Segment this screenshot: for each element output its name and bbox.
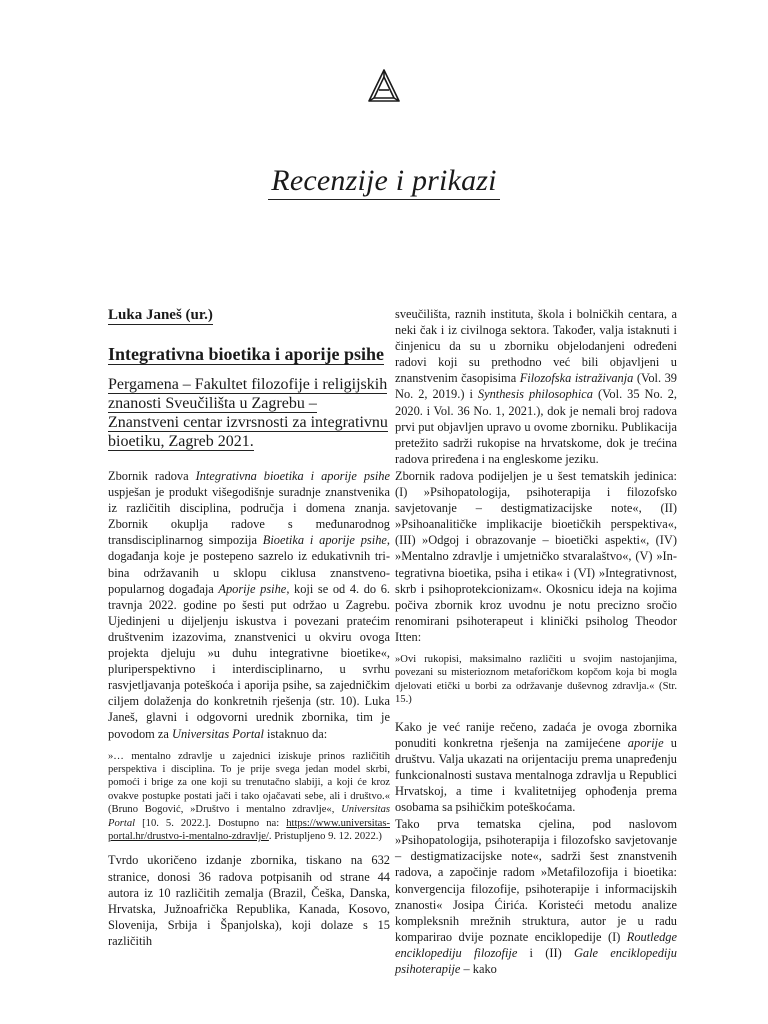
source-link[interactable]: https://www.universitas-portal.hr/drustvo-i-mentalno-zdravlje/	[108, 817, 390, 843]
book-publisher: Pergamena – Fakultet filozofije i religijskih znanosti Sveučilišta u Zagrebu – Znanstveni centar izvrsnosti za integrativnu bioetiku, Zagreb 2021.	[108, 376, 388, 450]
block-quote: »Ovi rukopisi, maksimalno različiti u svojim nastojanjima, povezani su misterioznom metaforičkom kopčom koja bi mogla djelovati etički u borbi za održavanje duševnog zdravlja.« (Str. 15.)	[395, 653, 677, 706]
body-paragraph: Zbornik radova podijeljen je u šest tematskih jedinica: (I) »Psihopatologija, psihoterapija i filozofsko savjetovanje – destigmatizacijske note«, (II) »Psihoanalitičke implikacije bioetičkih perspektiva«, (III) »Odgoj i obrazovanje – bioetički aspekti«, (IV) »Mentalno zdravlje i umjetničko stvaralaštvo«, (V) »Integrativna bioetika, psiha i etika« i (VI) »Integrativnost, skrb i psihoprotekcionizam«. Okosnicu ideja na kojima počiva zbornik kroz uvodnu je notu precizno sročio renomirani psihoterapeut i klinički psiholog Theodor Itten:	[395, 468, 677, 644]
right-column	[395, 306, 677, 977]
journal-logo-icon	[366, 68, 402, 104]
section-title: Recenzije i prikazi	[0, 163, 768, 200]
left-column	[108, 306, 390, 949]
body-paragraph: Kako je već ranije rečeno, zadaća je ovoga zbornika ponuditi konkretna rješenja na zamijećene aporije u društvu. Valja ukazati na orijentaciju prema unapređenju funkcionalnosti sustava mentalnoga zdravlja u Republici Hrvatskoj, a time i kvalitetnijeg ophođenja prema osobama sa psihičkim poteškoćama.	[395, 719, 677, 815]
body-paragraph: Tako prva tematska cjelina, pod naslovom »Psihopatologija, psihoterapija i filozofsko savjetovanje – destigmatizacijske note«, sadrži šest znanstvenih radova, a započinje radom »Metafilozofija i bioetika: konvergencija filozofije, psihoterapije i informacijskih znanosti« Josipa Ćirića. Koristeći metodu analize kompleksnih mrežnih struktura, autor je u radu komparirao dvije poznate enciklopedije (I) Routledge enciklopediju filozofije i (II) Gale enciklopediju psihoterapije – kako	[395, 817, 677, 976]
book-editor: Luka Janeš (ur.)	[108, 307, 213, 323]
block-quote: »… mentalno zdravlje u zajednici iziskuje prinos različitih perspektiva i disciplina. To je prije svega jedan model skrbi, pomoći i brige za one koji su trenutačno slabiji, a koji će kroz ovakve postupke postati jači i tako ojačavati sebe, ali i društvo.« (Bruno Bogović, »Društvo i mentalno zdravlje«, Universitas Portal [10. 5. 2022.]. Dostupno na: https://www.universitas-portal.hr/drustvo-i-mentalno-zdravlje/. Pristupljeno 9. 12. 2022.)	[108, 750, 390, 843]
book-title: Integrativna bioetika i aporije psihe	[108, 344, 385, 364]
body-paragraph: Tvrdo ukoričeno izdanje zbornika, tiskano na 632 stranice, donosi 36 radova potpisanih od strane 44 autora iz 10 različitih zemalja (Brazil, Češka, Danska, Hrvatska, Južnoafrička Republika, Kanada, Kosovo, Slovenija, Srbija i Španjolska), koji dolaze s 15 različitih	[108, 853, 390, 948]
body-paragraph: Zbornik radova Integrativna bioetika i aporije psihe uspješan je produkt višegodišnje suradnje znanstvenika iz različitih disciplina, područja i domena znanja. Zbornik okuplja radove s međunarodnog transdisciplinarnog simpozija Bioetika i aporije psihe, događanja koje je postepeno sazrelo iz edukativnih tribina održavanih u sklopu ciklusa znanstveno-popularnog događaja Aporije psihe, koji se od 4. do 6. travnja 2022. godine po šesti put održao u Zagrebu. Ujedinjeni u dijeljenju iskustva i povezani pratećim društvenim izazovima, znanstvenici u okviru ovoga projekta djeluju »u duhu integrativne bioetike«, pluriperspektivno i interdisciplinarno, u svrhu rasvjetljavanja poteškoća i aporija psihe, sa zajedničkim ciljem dolaženja do konkretnih rješenja (str. 10). Luka Janeš, glavni i odgovorni urednik zbornika, tim je povodom za Universitas Portal istaknuo da:	[108, 469, 391, 741]
body-paragraph: sveučilišta, raznih instituta, škola i bolničkih centara, a neki čak i iz civilnoga sektora. Također, valja istaknuti i činjenicu da su u zborniku objelodanjeni određeni radovi koji su prethodno već bili objavljeni u znanstvenim časopisima Filozofska istraživanja (Vol. 39 No. 2, 2019.) i Synthesis philosophica (Vol. 35 No. 2, 2020. i Vol. 36 No. 1, 2021.), dok je nemali broj radova prvi put objavljen upravo u ovome zborniku. Publikacija pretežito sadrži rukopise na hrvatskome, dok je trećina radova priređena i na engleskome jeziku.	[395, 307, 678, 466]
